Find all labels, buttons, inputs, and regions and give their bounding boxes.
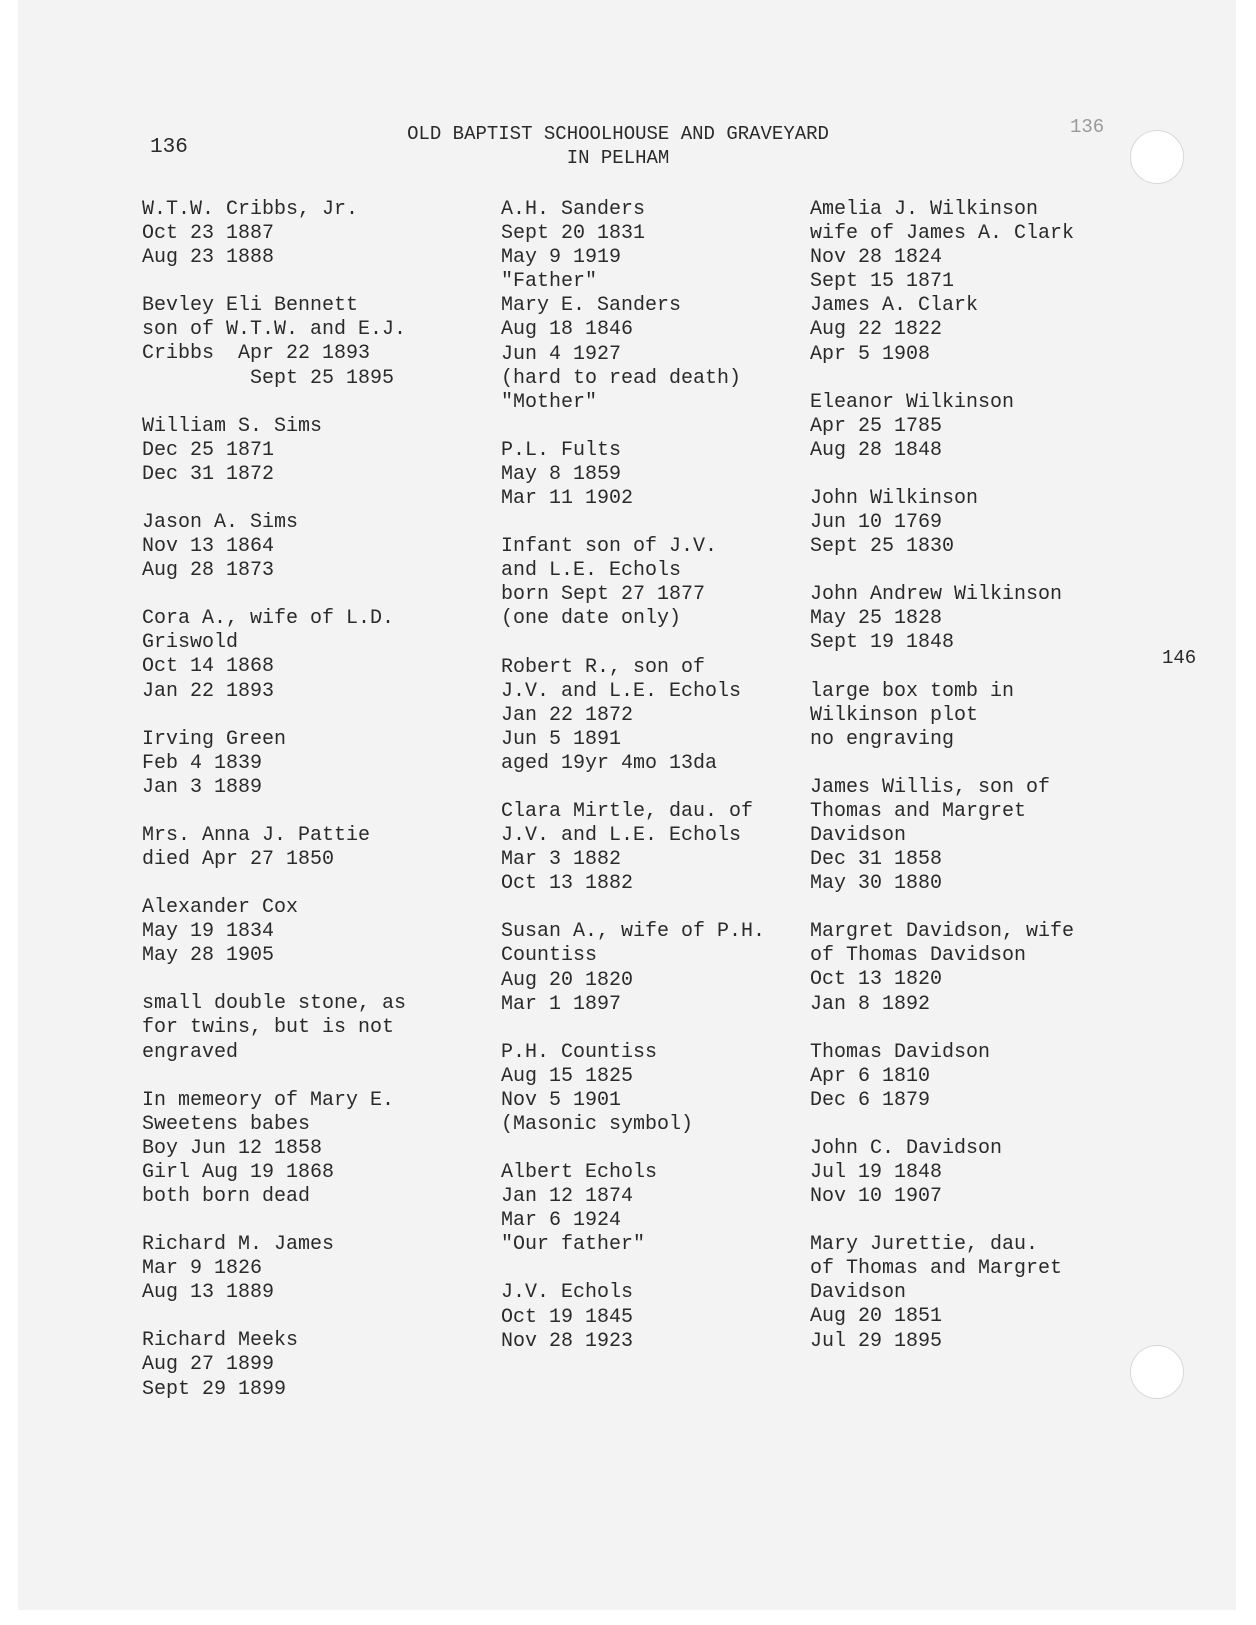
entry-line: Sept 19 1848 [810,631,955,655]
entry-line: Aug 27 1899 [142,1353,275,1377]
entry-name: Thomas Davidson [810,1040,991,1064]
entry-name: Amelia J. Wilkinson [810,198,1039,221]
entry-line: Griswold [142,631,239,655]
entry-line: Apr 5 1908 [810,342,931,366]
entry-name: P.H. Countiss [501,1040,658,1064]
entry-line: no engraving [810,727,955,751]
grave-entry [142,728,406,800]
entry-name: Clara Mirtle, dau. of [501,799,754,823]
page-number-right: 136 [1070,116,1105,138]
grave-entry [810,1041,1074,1113]
entry-line: Nov 28 1824 [810,246,943,270]
entry-line: James A. Clark [810,294,979,318]
entry-line: Aug 13 1889 [142,1281,275,1305]
entry-line: Jan 12 1874 [501,1185,634,1209]
entry-line: Mar 6 1924 [501,1209,622,1233]
page-title [398,122,838,170]
entry-name: W.T.W. Cribbs, Jr. [142,198,359,221]
entry-name: large box tomb in [810,679,1015,703]
grave-entry [501,920,765,1016]
entry-name: Mrs. Anna J. Pattie [142,823,371,847]
entry-line: May 28 1905 [142,944,275,968]
entry-name: Infant son of J.V. [501,535,718,559]
title-line-1: OLD BAPTIST SCHOOLHOUSE AND GRAVEYARD [407,123,829,145]
entry-name: Cora A., wife of L.D. [142,607,395,631]
entry-line: and L.E. Echols [501,559,682,583]
entry-line: Oct 19 1845 [501,1305,634,1329]
entry-line: Sept 25 1830 [810,535,955,559]
entry-line: of Thomas Davidson [810,944,1027,968]
entry-line: Oct 14 1868 [142,655,275,679]
grave-entry [501,1161,765,1257]
entry-line: for twins, but is not [142,1016,395,1040]
entry-line: Aug 28 1873 [142,559,275,583]
entry-line: son of W.T.W. and E.J. [142,318,407,342]
entry-line: aged 19yr 4mo 13da [501,751,718,775]
entry-name: P.L. Fults [501,438,622,462]
entry-line: "Our father" [501,1233,646,1257]
grave-entry [142,607,406,703]
grave-entry [142,992,406,1064]
entry-line: "Mother" [501,390,598,414]
entry-line: Jan 8 1892 [810,992,931,1016]
entry-line: died Apr 27 1850 [142,847,335,871]
entry-line: (hard to read death) [501,366,742,390]
column-right [810,198,1074,1354]
entry-line: Sept 29 1899 [142,1377,287,1401]
entry-name: Eleanor Wilkinson [810,390,1015,414]
entry-line: Apr 25 1785 [810,414,943,438]
entry-name: A.H. Sanders [501,198,646,221]
grave-entry [810,680,1074,752]
entry-line: May 19 1834 [142,920,275,944]
entry-line: (Masonic symbol) [501,1113,694,1136]
entry-line: Oct 23 1887 [142,222,275,246]
entry-name: In memeory of Mary E. [142,1088,395,1112]
entry-name: Richard M. James [142,1233,335,1257]
column-middle [501,198,765,1354]
page-number-left: 136 [150,136,188,159]
entry-line: Davidson [810,1281,907,1305]
entry-line: Nov 28 1923 [501,1329,634,1353]
grave-entry [810,198,1074,367]
document-page [18,0,1236,1610]
entry-line: Aug 20 1820 [501,968,634,992]
title-line-2: IN PELHAM [566,147,670,169]
entry-line: Wilkinson plot [810,703,979,727]
entry-line: J.V. and L.E. Echols [501,824,742,848]
entry-line: both born dead [142,1185,311,1208]
entry-line: Jun 10 1769 [810,511,943,535]
grave-entry [810,583,1074,655]
entry-line: Sept 20 1831 [501,222,646,246]
entry-line: Dec 31 1872 [142,462,275,486]
entry-line: Oct 13 1820 [810,968,943,992]
column-left [142,198,406,1402]
entry-line: Thomas and Margret [810,799,1027,823]
entry-line: (one date only) [501,607,682,631]
entry-line: Jun 5 1891 [501,727,622,751]
entry-name: Margret Davidson, wife [810,920,1075,944]
entry-name: Mary Jurettie, dau. [810,1233,1039,1257]
entry-line: Nov 5 1901 [501,1088,622,1112]
entry-line: May 9 1919 [501,246,622,270]
grave-entry [501,535,765,631]
grave-entry [501,439,765,511]
entry-name: William S. Sims [142,414,323,438]
grave-entry [142,824,406,872]
entry-name: Jason A. Sims [142,510,299,534]
entry-name: J.V. Echols [501,1281,634,1305]
entry-line: Nov 13 1864 [142,535,275,559]
entry-name: Irving Green [142,727,287,751]
entry-name: small double stone, as [142,992,407,1016]
entry-line: Aug 22 1822 [810,318,943,342]
entry-line: engraved [142,1040,239,1064]
punch-hole-top [1130,130,1184,184]
entry-line: Aug 18 1846 [501,318,634,342]
entry-line: Dec 6 1879 [810,1088,931,1112]
entry-line: May 30 1880 [810,872,943,896]
entry-name: Susan A., wife of P.H. [501,920,766,944]
entry-line: wife of James A. Clark [810,222,1075,246]
entry-line: Boy Jun 12 1858 [142,1136,323,1160]
entry-line: Aug 20 1851 [810,1305,943,1329]
entry-line: Apr 6 1810 [810,1064,931,1088]
entry-line: Jun 4 1927 [501,342,622,366]
entry-name: James Willis, son of [810,775,1051,799]
entry-line: Sept 15 1871 [810,270,955,294]
entry-name: John C. Davidson [810,1136,1003,1160]
entry-name: Bevley Eli Bennett [142,294,359,318]
entry-line: born Sept 27 1877 [501,583,706,607]
entry-line: Jul 19 1848 [810,1161,943,1184]
grave-entry [142,896,406,968]
entry-line: Aug 28 1848 [810,438,943,462]
grave-entry [810,1233,1074,1353]
entry-line: Feb 4 1839 [142,751,263,775]
entry-line: Jan 22 1872 [501,703,634,727]
grave-entry [142,1329,406,1401]
grave-entry [501,800,765,896]
entry-line: Aug 23 1888 [142,246,275,270]
grave-entry [142,1089,406,1209]
entry-line: Davidson [810,823,907,847]
side-page-number: 146 [1162,647,1197,669]
grave-entry [142,198,406,270]
entry-line: Dec 25 1871 [142,438,275,462]
punch-hole-bottom [1130,1345,1184,1399]
entry-line: Mar 9 1826 [142,1257,263,1281]
entry-line: Mar 11 1902 [501,487,634,511]
entry-line: Dec 31 1858 [810,848,943,872]
grave-entry [810,1137,1074,1209]
entry-line: Mar 1 1897 [501,992,622,1016]
grave-entry [501,656,765,776]
entry-line: Oct 13 1882 [501,872,634,896]
grave-entry [810,920,1074,1016]
grave-entry [142,294,406,390]
entry-line: of Thomas and Margret [810,1257,1063,1281]
entry-line: Aug 15 1825 [501,1064,634,1088]
entry-line: "Father" [501,270,598,294]
entry-name: Albert Echols [501,1161,658,1185]
grave-entry [142,511,406,583]
entry-line: Sept 25 1895 [142,366,395,390]
grave-entry [501,198,765,415]
entry-name: John Wilkinson [810,486,979,510]
grave-entry [810,391,1074,463]
grave-entry [501,1281,765,1353]
entry-name: John Andrew Wilkinson [810,583,1063,607]
grave-entry [810,487,1074,559]
entry-line: Jan 22 1893 [142,679,275,703]
entry-line: May 8 1859 [501,462,622,486]
entry-line: J.V. and L.E. Echols [501,679,742,703]
entry-line: Mar 3 1882 [501,848,622,872]
grave-entry [142,415,406,487]
entry-line: Countiss [501,944,598,968]
entry-line: Nov 10 1907 [810,1185,943,1209]
entry-name: Alexander Cox [142,896,299,920]
entry-line: Mary E. Sanders [501,294,682,318]
entry-line: Sweetens babes [142,1112,311,1136]
entry-line: Jan 3 1889 [142,775,263,799]
entry-line: May 25 1828 [810,607,943,631]
entry-line: Cribbs Apr 22 1893 [142,342,371,366]
entry-line: Jul 29 1895 [810,1329,943,1353]
grave-entry [142,1233,406,1305]
grave-entry [501,1041,765,1137]
entry-line: Girl Aug 19 1868 [142,1160,335,1184]
grave-entry [810,776,1074,896]
entry-name: Richard Meeks [142,1329,299,1353]
entry-name: Robert R., son of [501,655,706,679]
